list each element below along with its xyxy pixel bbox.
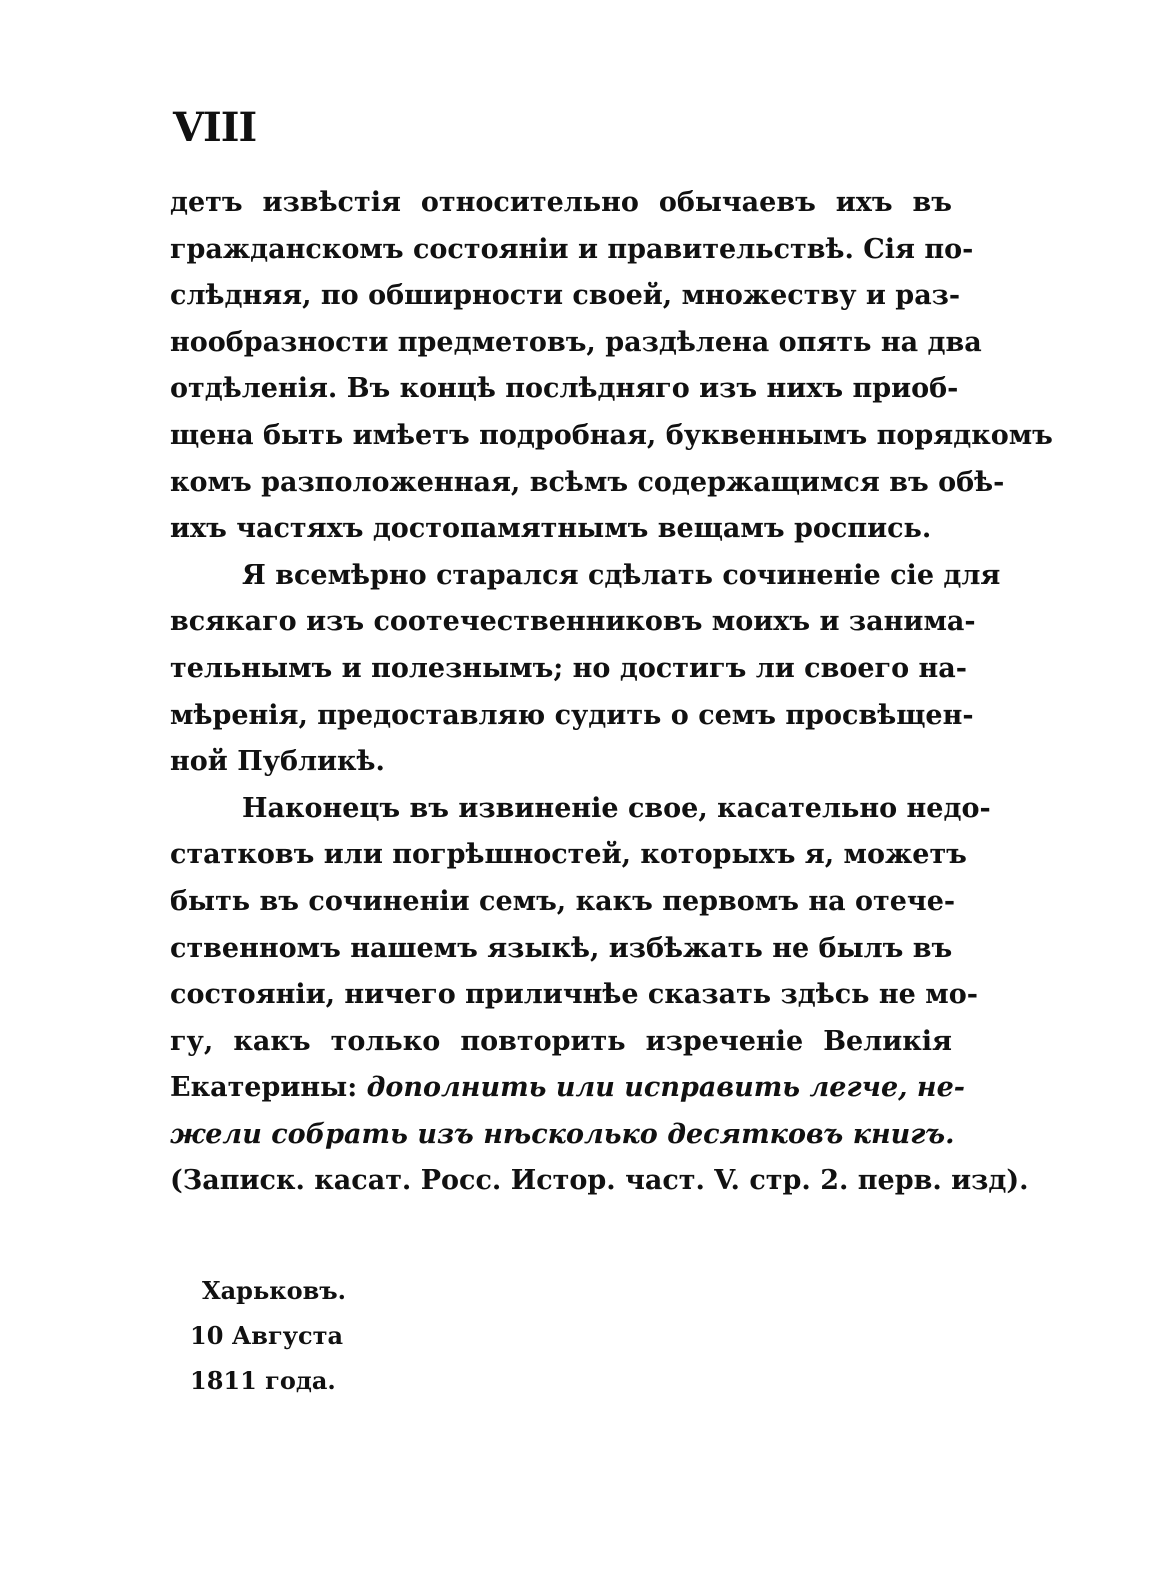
quote-line	[170, 1112, 955, 1159]
body-text	[170, 180, 1053, 1205]
page-number: VIII	[173, 104, 257, 151]
text-line: мѣренія, предоставляю судить о семъ просвѣщен-	[170, 699, 974, 731]
text-line-with-quote	[170, 1065, 965, 1112]
signature-year: 1811 года.	[190, 1366, 336, 1395]
text-line: состояніи, ничего приличнѣе сказать здѣсь не мо-	[170, 979, 978, 1011]
text-fragment: Екатерины:	[170, 1072, 367, 1104]
text-line: нообразности предметовъ, раздѣлена опять на два	[170, 326, 982, 358]
text-line: гу, какъ только повторить изреченіе Великія	[170, 1025, 952, 1057]
text-line: ной Публикѣ.	[170, 746, 385, 778]
text-line: слѣдняя, по обширности своей, множеству и раз-	[170, 280, 961, 312]
signature-date: 10 Августа	[190, 1321, 344, 1350]
text-line: отдѣленія. Въ концѣ послѣдняго изъ нихъ приоб-	[170, 373, 959, 405]
text-line: комъ разположенная, всѣмъ содержащимся въ обѣ-	[170, 466, 1005, 498]
quote-fragment: дополнить или исправить легче, не-	[366, 1072, 965, 1104]
text-line: детъ извѣстія относительно обычаевъ ихъ въ	[170, 187, 952, 218]
signature-block	[190, 1268, 346, 1403]
citation-line: (Записк. касат. Росс. Истор. част. V. стр. 2. перв. изд).	[170, 1165, 1029, 1197]
text-line: быть въ сочиненіи семъ, какъ первомъ на отече-	[170, 885, 956, 917]
paragraph-start-line: Я всемѣрно старался сдѣлать сочиненіе сіе для	[242, 559, 1001, 591]
text-line: тельнымъ и полезнымъ; но достигъ ли своего на-	[170, 652, 967, 684]
quote-fragment: жели собрать изъ нѣсколько десятковъ книгъ.	[170, 1118, 955, 1150]
text-line: ихъ частяхъ достопамятнымъ вещамъ роспись.	[170, 513, 932, 545]
text-line: статковъ или погрѣшностей, которыхъ я, можетъ	[170, 839, 967, 871]
paragraph-start-line: Наконецъ въ извиненіе свое, касательно недо-	[242, 792, 991, 824]
signature-city: Харьковъ.	[202, 1276, 347, 1305]
text-line: всякаго изъ соотечественниковъ моихъ и занима-	[170, 606, 976, 638]
text-line: гражданскомъ состояніи и правительствѣ. Сія по-	[170, 233, 974, 265]
text-line: ственномъ нашемъ языкѣ, избѣжать не былъ въ	[170, 932, 953, 964]
text-line: щена быть имѣетъ подробная, буквеннымъ порядкомъ	[170, 419, 1053, 451]
